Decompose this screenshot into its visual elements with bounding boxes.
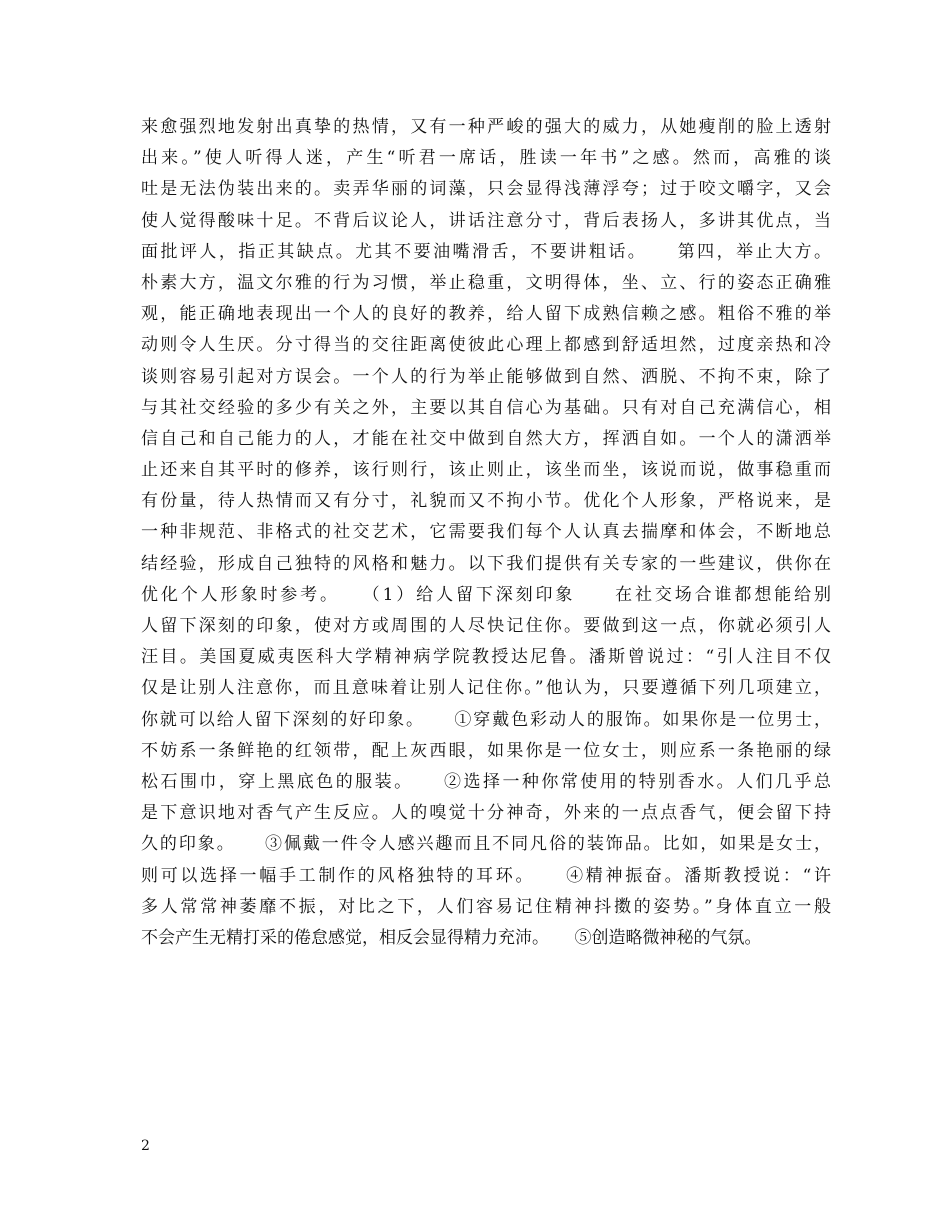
text-line: 仅是让别人注意你，而且意味着让别人记住你。”他认为，只要遵循下列几项建立， [141, 678, 831, 699]
text-line: 面批评人，指正其缺点。尤其不要油嘴滑舌，不要讲粗话。 第四，举止大方。 [141, 241, 831, 262]
text-line: 有份量，待人热情而又有分寸，礼貌而又不拘小节。优化个人形象，严格说来，是 [141, 491, 831, 512]
text-line: 使人觉得酸味十足。不背后议论人，讲话注意分寸，背后表扬人，多讲其优点，当 [141, 210, 831, 231]
text-line: 汪目。美国夏威夷医科大学精神病学院教授达尼鲁。潘斯曾说过：“引人注目不仅 [141, 647, 831, 668]
text-line: 来愈强烈地发射出真挚的热情，又有一种严峻的强大的威力，从她瘦削的脸上透射 [141, 117, 831, 137]
text-line: 出来。”使人听得人迷，产生“听君一席话，胜读一年书”之感。然而，高雅的谈 [141, 148, 831, 169]
text-line: 与其社交经验的多少有关之外，主要以其自信心为基础。只有对自己充满信心，相 [141, 397, 831, 418]
text-line: 不妨系一条鲜艳的红领带，配上灰西眼，如果你是一位女士，则应系一条艳丽的绿 [141, 740, 831, 761]
text-line: 多人常常神萎靡不振，对比之下，人们容易记住精神抖擞的姿势。”身体直立一般 [141, 896, 831, 917]
text-line: 一种非规范、非格式的社交艺术，它需要我们每个人认真去揣摩和体会，不断地总 [141, 522, 831, 543]
text-line: 吐是无法伪装出来的。卖弄华丽的词藻，只会显得浅薄浮夸；过于咬文嚼字，又会 [141, 179, 831, 200]
text-line: 你就可以给人留下深刻的好印象。 ①穿戴色彩动人的服饰。如果你是一位男士， [141, 709, 831, 730]
text-line: 结经验，形成自己独特的风格和魅力。以下我们提供有关专家的一些建议，供你在 [141, 553, 831, 574]
page-number: 2 [141, 1138, 150, 1154]
text-line: 观，能正确地表现出一个人的良好的教养，给人留下成熟信赖之感。粗俗不雅的举 [141, 304, 831, 325]
text-line: 不会产生无精打采的倦怠感觉，相反会显得精力充沛。 ⑤创造略微神秘的气氛。 [141, 927, 762, 948]
text-line: 止还来自其平时的修养，该行则行，该止则止，该坐而坐，该说而说，做事稳重而 [141, 460, 831, 481]
text-line: 动则令人生厌。分寸得当的交往距离使彼此心理上都感到舒适坦然，过度亲热和冷 [141, 335, 831, 356]
text-line: 朴素大方，温文尔雅的行为习惯，举止稳重，文明得体，坐、立、行的姿态正确雅 [141, 272, 831, 293]
text-line: 则可以选择一幅手工制作的风格独特的耳环。 ④精神振奋。潘斯教授说：“许 [141, 865, 831, 886]
text-line: 松石围巾，穿上黑底色的服装。 ②选择一种你常使用的特别香水。人们几乎总 [141, 771, 831, 792]
text-line: 优化个人形象时参考。 （1）给人留下深刻印象 在社交场合谁都想能给别 [141, 584, 831, 605]
text-line: 信自己和自己能力的人，才能在社交中做到自然大方，挥洒自如。一个人的潇洒举 [141, 428, 831, 449]
body-text [141, 112, 831, 954]
text-line: 谈则容易引起对方误会。一个人的行为举止能够做到自然、洒脱、不拘不束，除了 [141, 366, 831, 387]
text-line: 是下意识地对香气产生反应。人的嗅觉十分神奇，外来的一点点香气，便会留下持 [141, 803, 831, 824]
text-line: 久的印象。 ③佩戴一件令人感兴趣而且不同凡俗的装饰品。比如，如果是女士， [141, 834, 831, 855]
text-line: 人留下深刻的印象，使对方或周围的人尽快记住你。要做到这一点，你就必须引人 [141, 616, 831, 636]
